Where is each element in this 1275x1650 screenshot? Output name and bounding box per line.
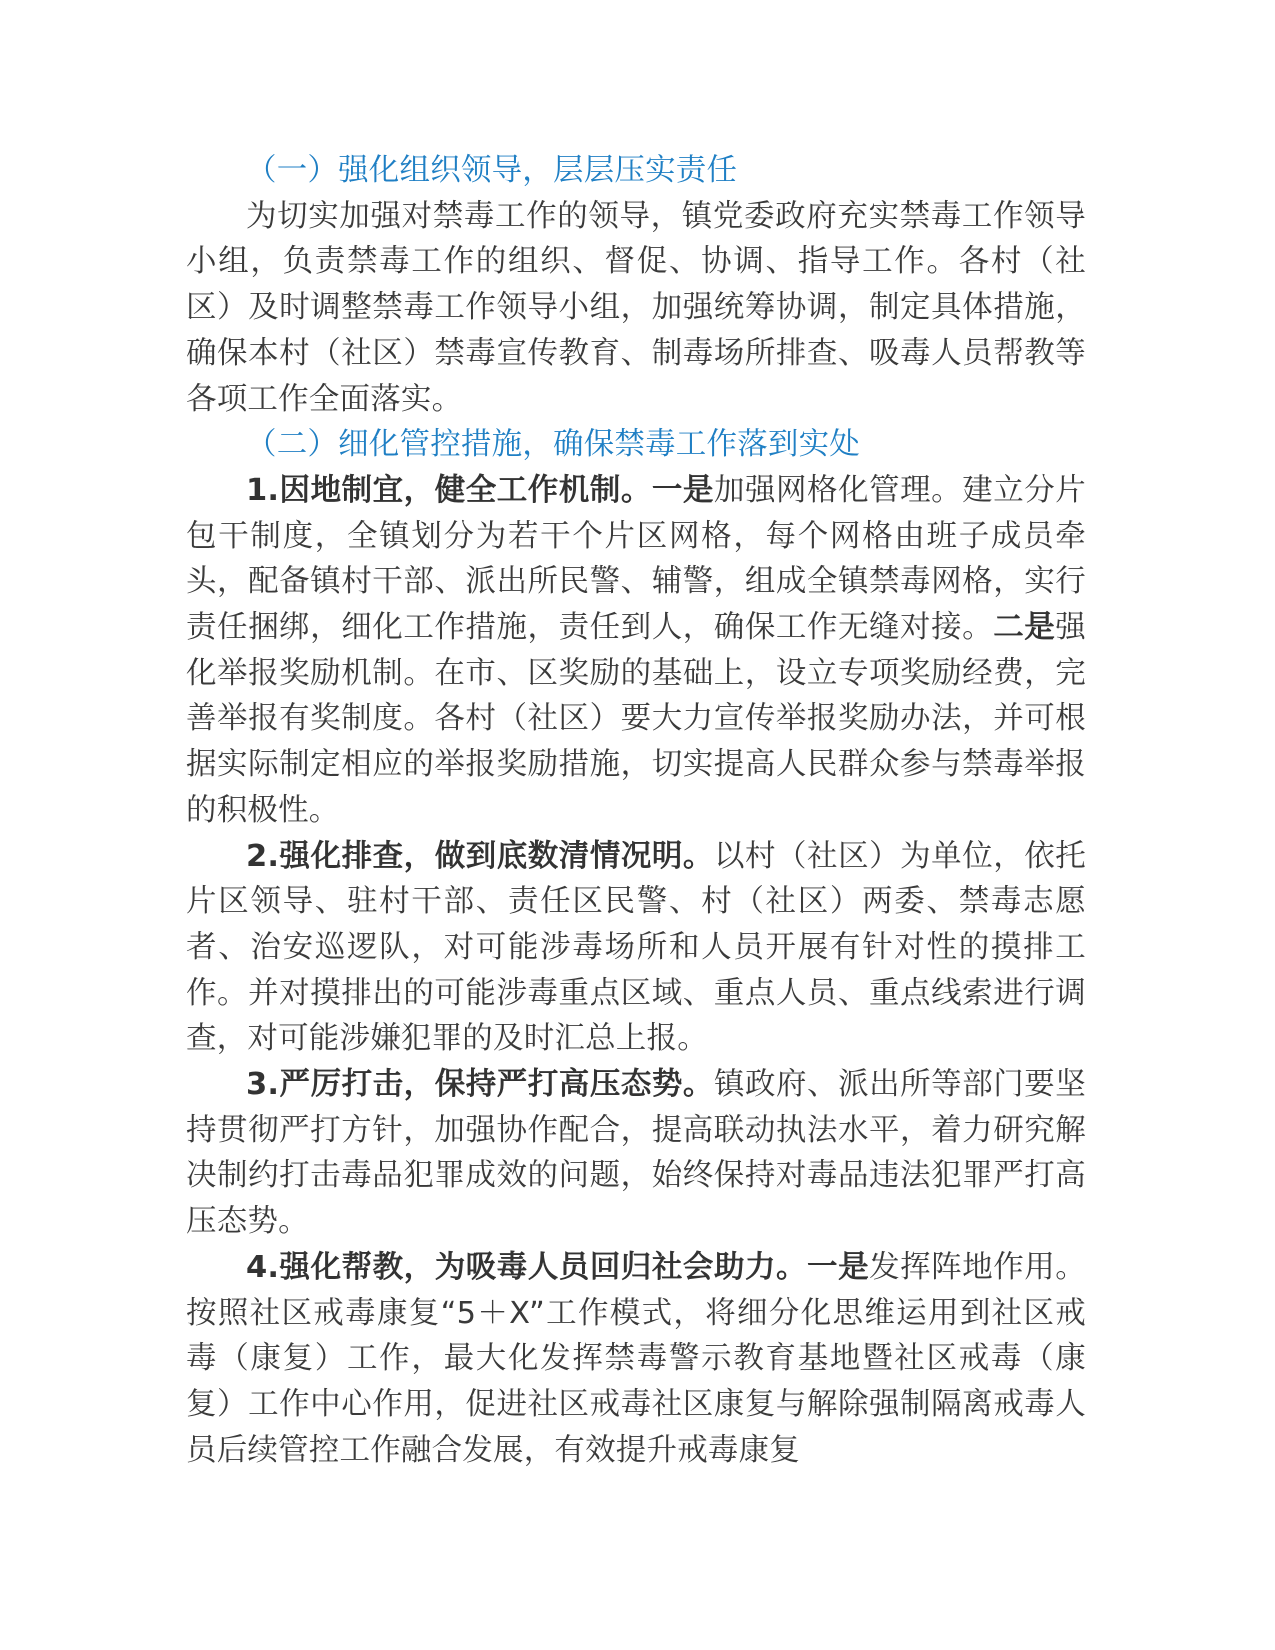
item-2-paragraph [186,834,1086,1063]
item-4-text: 发挥阵地作用。按照社区戒毒康复“5＋X”工作模式，将细分化思维运用到社区戒毒（康复）工作，最大化发挥禁毒警示教育基地暨社区戒毒（康复）工作中心作用，促进社区戒毒社区康复与解除强制隔离戒毒人员后续管控工作融合发展，有效提升戒毒康复 [186,1249,1086,1468]
item-1-lead-1: 一是 [651,472,714,508]
item-3-title: 3.严厉打击，保持严打高压态势。 [246,1067,714,1103]
item-4-paragraph [186,1245,1086,1474]
item-1-text-2: 强化举报奖励机制。在市、区奖励的基础上，设立专项奖励经费，完善举报有奖制度。各村（社区）要大力宣传举报奖励办法，并可根据实际制定相应的举报奖励措施，切实提高人民群众参与禁毒举报的积极性。 [186,610,1086,828]
section-heading-2: （二）细化管控措施，确保禁毒工作落到实处 [246,427,860,463]
document-body [186,148,1086,1473]
section-heading-1: （一）强化组织领导，层层压实责任 [246,153,738,188]
item-3-text: 镇政府、派出所等部门要坚持贯彻严打方针，加强协作配合，提高联动执法水平，着力研究解决制约打击毒品犯罪成效的问题，始终保持对毒品违法犯罪严打高压态势。 [186,1067,1086,1240]
item-1-paragraph [186,468,1086,834]
item-1-text-1: 加强网格化管理。建立分片包干制度，全镇划分为若干个片区网格，每个网格由班子成员牵头，配备镇村干部、派出所民警、辅警，组成全镇禁毒网格，实行责任捆绑，细化工作措施，责任到人，确保工作无缝对接。 [186,472,1086,646]
item-3-paragraph [186,1062,1086,1245]
item-4-lead-1: 一是 [807,1249,870,1285]
item-2-title: 2.强化排查，做到底数清情况明。 [246,838,714,874]
item-1-lead-2: 二是 [993,610,1056,646]
item-2-text: 以村（社区）为单位，依托片区领导、驻村干部、责任区民警、村（社区）两委、禁毒志愿者、治安巡逻队，对可能涉毒场所和人员开展有针对性的摸排工作。并对摸排出的可能涉毒重点区域、重点人员、重点线索进行调查，对可能涉嫌犯罪的及时汇总上报。 [186,838,1086,1057]
item-4-title: 4.强化帮教，为吸毒人员回归社会助力。 [246,1249,808,1285]
item-1-title: 1.因地制宜，健全工作机制。 [246,472,652,508]
section-1-paragraph: 为切实加强对禁毒工作的领导，镇党委政府充实禁毒工作领导小组，负责禁毒工作的组织、督促、协调、指导工作。各村（社区）及时调整禁毒工作领导小组，加强统筹协调，制定具体措施，确保本村（社区）禁毒宣传教育、制毒场所排查、吸毒人员帮教等各项工作全面落实。 [186,198,1086,417]
